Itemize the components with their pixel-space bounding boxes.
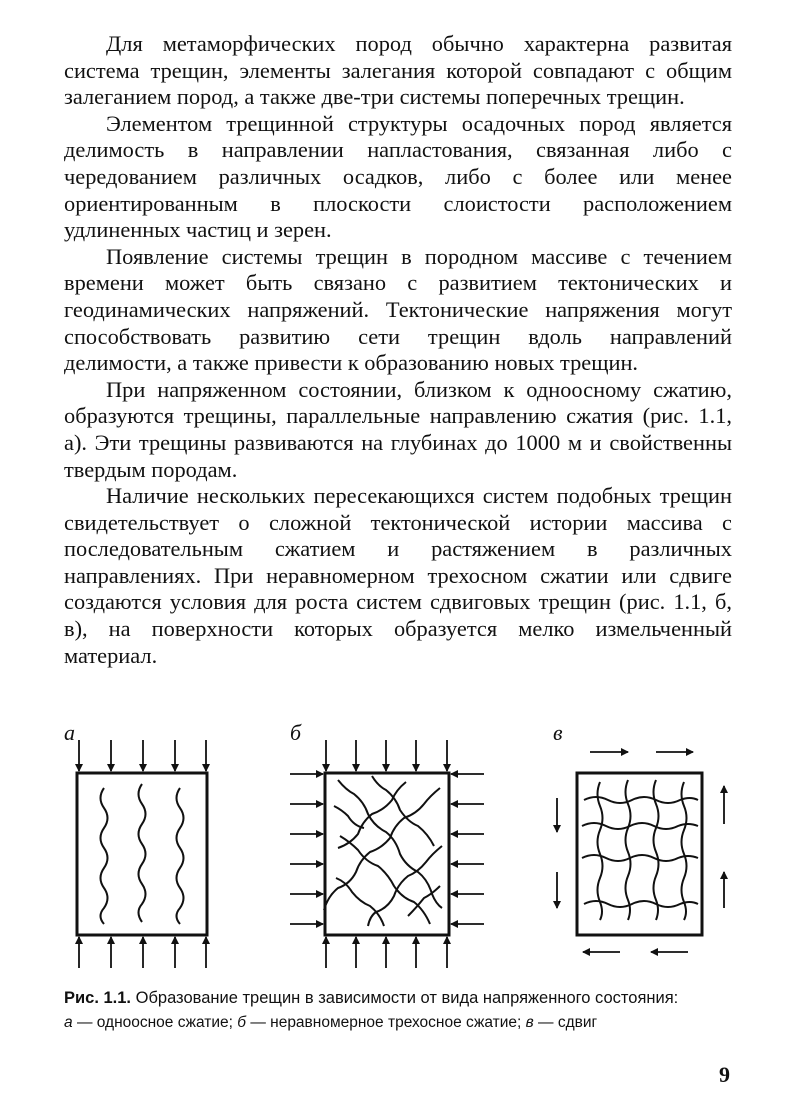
label-a: а xyxy=(64,720,75,745)
caption-number: Рис. 1.1. xyxy=(64,989,132,1007)
caption-legend xyxy=(64,1012,732,1033)
top-arrows-b xyxy=(326,740,447,771)
legend-text: — неравномерное трехосное сжатие; xyxy=(250,1014,522,1031)
paragraph: Наличие нескольких пересекающихся систем подобных трещин свидетельствует о сложной тектонической истории массива с последовательным сжатием и растяжением в различных направлениях. При неравномерном трехосном сжатии или сдвиге создаются условия для роста систем сдвиговых трещин (рис. 1.1, б, в), на поверхности которых образуется мелко измельченный материал. xyxy=(64,483,732,668)
cracks-a xyxy=(101,784,184,924)
figure-drawing xyxy=(0,718,794,978)
left-arrows-b xyxy=(290,774,323,924)
figure-1-1 xyxy=(0,718,794,978)
right-arrows-b xyxy=(451,774,484,924)
caption-title-line xyxy=(64,988,732,1009)
paragraph: Элементом трещинной структуры осадочных пород является делимость в направлении напластования, связанная либо с чередованием различных осадков, либо с более или менее ориентированным в плоскости слоистости расположением удлиненных частиц и зерен. xyxy=(64,110,732,243)
legend-text: — одноосное сжатие; xyxy=(76,1014,233,1031)
paragraph: При напряженном состоянии, близком к одноосному сжатию, образуются трещины, параллельные направлению сжатия (рис. 1.1, а). Эти трещины развиваются на глубинах до 1000 м и свойственны твердым породам. xyxy=(64,376,732,482)
label-c: в xyxy=(553,720,563,745)
paragraph: Для метаморфических пород обычно характерна развитая система трещин, элементы залегания которой совпадают с общим залеганием пород, а также две-три системы поперечных трещин. xyxy=(64,31,732,110)
panel-b xyxy=(290,740,484,968)
legend-text: — сдвиг xyxy=(538,1014,598,1031)
body-text xyxy=(64,31,732,669)
label-b: б xyxy=(290,720,302,745)
legend-key: а xyxy=(64,1014,73,1031)
panel-a xyxy=(77,740,207,968)
caption-title: Образование трещин в зависимости от вида напряженного состояния: xyxy=(135,989,679,1007)
cracks-b xyxy=(324,776,442,926)
legend-key: в xyxy=(525,1014,534,1031)
specimen-a xyxy=(77,773,207,935)
panel-c xyxy=(557,752,724,952)
bottom-arrows-a xyxy=(79,937,206,968)
bottom-arrows-b xyxy=(326,937,447,968)
cracks-c xyxy=(582,780,698,920)
top-arrows-a xyxy=(79,740,206,771)
legend-key: б xyxy=(237,1014,247,1031)
figure-caption xyxy=(64,988,732,1033)
paragraph: Появление системы трещин в породном массиве с течением времени может быть связано с развитием тектонических и геодинамических напряжений. Тектонические напряжения могут способствовать развитию сети трещин вдоль направлений делимости, а также привести к образованию новых трещин. xyxy=(64,243,732,376)
page-number: 9 xyxy=(719,1062,730,1087)
